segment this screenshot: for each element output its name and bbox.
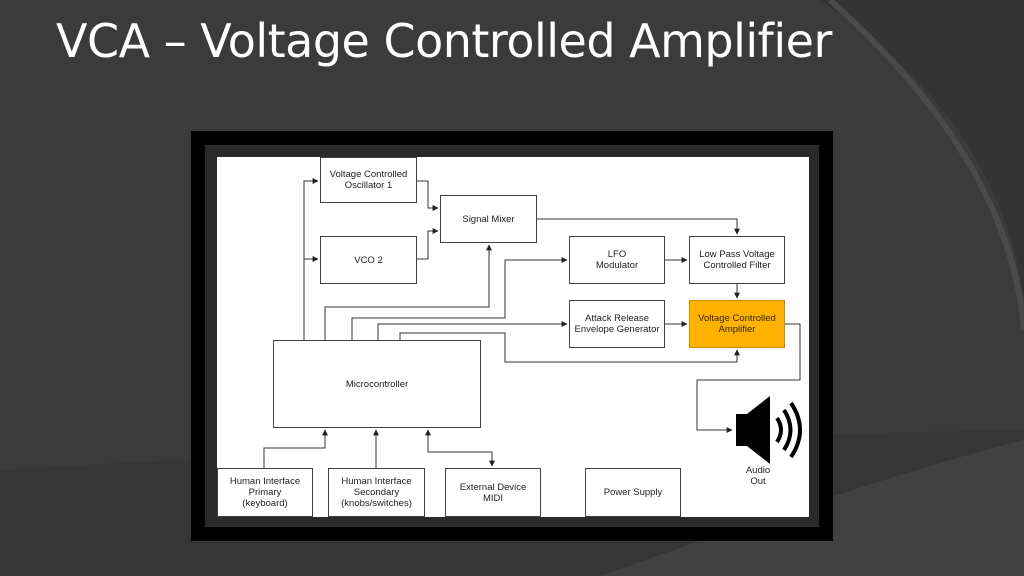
human-interface-primary-label: Human Interface Primary (keyboard) — [229, 476, 301, 509]
power-supply-label: Power Supply — [603, 487, 663, 498]
envelope-generator-block — [569, 300, 665, 348]
vca-block — [689, 300, 785, 348]
power-supply-block — [585, 468, 681, 517]
audio-out-label: Audio Out — [745, 465, 771, 487]
vco1-label: Voltage Controlled Oscillator 1 — [329, 169, 408, 191]
vco2-block — [320, 236, 417, 284]
slide-title: VCA – Voltage Controlled Amplifier — [56, 14, 832, 68]
microcontroller-block — [273, 340, 481, 428]
low-pass-filter-block — [689, 236, 785, 284]
lfo-label: LFO Modulator — [595, 249, 639, 271]
microcontroller-label: Microcontroller — [345, 378, 409, 390]
low-pass-filter-label: Low Pass Voltage Controlled Filter — [699, 249, 775, 271]
vco1-block — [320, 157, 417, 203]
lfo-block — [569, 236, 665, 284]
human-interface-secondary-label: Human Interface Secondary (knobs/switches) — [341, 476, 412, 509]
vco2-label: VCO 2 — [354, 254, 383, 266]
human-interface-secondary-block — [328, 468, 425, 517]
vca-label: Voltage Controlled Amplifier — [698, 313, 776, 335]
external-midi-block — [445, 468, 541, 517]
envelope-generator-label: Attack Release Envelope Generator — [574, 313, 660, 335]
external-midi-label: External Device MIDI — [459, 481, 527, 504]
human-interface-primary-block — [217, 468, 313, 517]
signal-mixer-label: Signal Mixer — [462, 213, 515, 225]
signal-mixer-block — [440, 195, 537, 243]
